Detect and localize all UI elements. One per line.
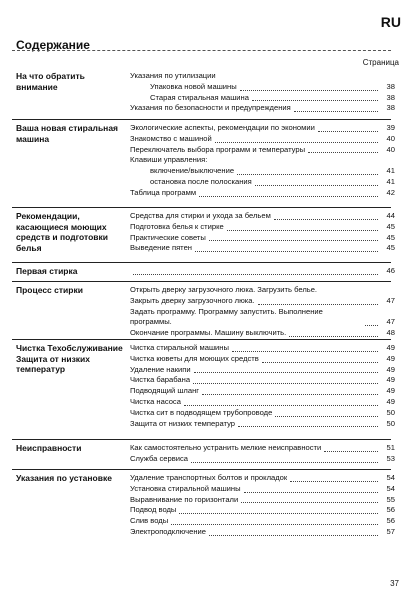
title-divider [12,50,391,51]
leader-dots [238,426,378,427]
toc-entry[interactable] [130,103,395,114]
leader-dots [209,535,378,536]
toc-entry[interactable] [130,243,395,254]
entry-text: Электроподключение [130,526,206,536]
entry-text: Закрыть дверку загрузочного люка. [130,295,255,305]
toc-entry[interactable] [130,177,395,188]
leader-dots [202,394,378,395]
entry-page: 39 [386,123,395,132]
entry-text: Выведение пятен [130,243,192,253]
leader-dots [252,100,378,101]
entry-page: 50 [386,407,395,417]
entry-page: 46 [386,266,395,275]
section-divider [12,281,391,282]
toc-entry[interactable] [130,134,395,145]
page-title: Содержание [16,38,90,52]
toc-entry[interactable] [130,211,395,222]
entry-text: Знакомство с машиной [130,133,212,143]
toc-entry[interactable] [130,397,395,408]
leader-dots [191,462,378,463]
entry-page: 54 [386,483,395,493]
entry-text: Таблица программ [130,187,197,197]
leader-dots [227,230,378,231]
toc-entry[interactable] [130,419,395,430]
entry-text: Средства для стирки и ухода за бельем [130,211,271,220]
leader-dots [195,251,378,252]
entry-page: 56 [386,505,395,515]
toc-entry[interactable] [130,188,395,199]
entry-text: Окончание программы. Машину выключить. [130,328,287,338]
entry-text: Практические советы [130,232,206,242]
toc-entry[interactable] [130,484,395,495]
leader-dots [179,513,378,514]
toc-entry[interactable] [130,473,395,484]
leader-dots [237,174,378,175]
leader-dots [209,240,378,241]
leader-dots [324,451,378,452]
leader-dots [232,351,378,352]
section-divider [12,119,391,120]
toc-entry[interactable] [130,495,395,506]
toc-entry[interactable] [130,307,395,329]
section-title: Первая стирка [16,266,78,276]
entry-page: 47 [386,317,395,327]
entry-text: Выравнивание по горизонтали [130,494,239,504]
entry-text: Задать программу. Программу запустить. Выполнение программы. [130,306,323,327]
entry-page: 49 [386,396,395,406]
section-title: Чистка Техобслуживание Защита от низких температур [16,343,123,374]
entry-text: Экологические аспекты, рекомендации по экономии [130,123,315,132]
entry-page: 45 [386,221,395,231]
leader-dots [274,219,378,220]
entry-page: 38 [386,81,395,91]
entry-page: 50 [386,418,395,428]
toc-entry[interactable] [130,93,395,104]
entry-page: 45 [386,243,395,253]
toc-entry[interactable] [130,266,395,277]
leader-dots [241,502,378,503]
entry-page: 54 [386,473,395,482]
section-divider [12,262,391,263]
toc-entry[interactable] [130,328,395,339]
section-divider [12,439,391,440]
entry-page: 49 [386,375,395,385]
entry-text: Подвод воды [130,505,177,515]
toc-entry[interactable] [130,285,395,296]
entry-page: 49 [386,343,395,352]
entry-text: Удаление транспортных болтов и прокладок [130,473,288,482]
toc-entry[interactable] [130,296,395,307]
entry-page: 47 [386,295,395,305]
toc-entry[interactable] [130,443,395,454]
toc-entry[interactable] [130,155,395,166]
entry-page: 41 [386,166,395,176]
leader-dots [215,142,378,143]
leader-dots [262,362,378,363]
entry-page: 38 [386,103,395,113]
toc-entry[interactable] [130,454,395,465]
language-code: RU [380,14,401,30]
leader-dots [240,90,378,91]
leader-dots [290,481,378,482]
section-title: Неисправности [16,443,82,453]
toc-entry[interactable] [130,527,395,538]
section-title: Ваша новая стиральная машина [16,123,119,144]
leader-dots [194,372,378,373]
toc-entry[interactable] [130,145,395,156]
leader-dots [184,405,378,406]
entry-page: 38 [386,92,395,102]
leader-dots [171,524,378,525]
section-title: Рекомендации, касающиеся моющих средств и подготовки белья [16,211,108,253]
entry-text: Чистка барабана [130,375,191,385]
toc-entry[interactable] [130,166,395,177]
toc-entry[interactable] [130,222,395,233]
entry-text: Установка стиральной машины [130,483,241,493]
section-title: Процесс стирки [16,285,83,295]
section-divider [12,207,391,208]
entry-text: Подготовка белья к стирке [130,221,224,231]
entry-page: 42 [386,187,395,197]
entry-text: Чистка стиральной машины [130,343,229,352]
toc-entry[interactable] [130,71,395,82]
section-divider [12,339,391,340]
entry-page: 55 [386,494,395,504]
entry-text: Указания по утилизации [130,71,216,80]
toc-entry[interactable] [130,375,395,386]
entry-text: включение/выключение [150,166,235,176]
toc-entry[interactable] [130,233,395,244]
entry-text: Как самостоятельно устранить мелкие неисправности [130,443,322,452]
toc-entry[interactable] [130,82,395,93]
toc-entry[interactable] [130,408,395,419]
entry-page: 51 [386,443,395,452]
leader-dots [308,152,378,153]
leader-dots [193,383,378,384]
entry-text: остановка после полоскания [150,176,252,186]
leader-dots [318,131,378,132]
entry-page: 41 [386,176,395,186]
page-number: 37 [390,579,399,588]
entry-text: Удаление накипи [130,364,191,374]
entry-text: Клавиши управления: [130,155,208,165]
section-title: Указания по установке [16,473,112,483]
toc-entry[interactable] [130,505,395,516]
toc-entry[interactable] [130,343,395,354]
section-title: На что обратить внимание [16,71,85,92]
leader-dots [365,325,378,326]
leader-dots [289,336,378,337]
entry-page: 45 [386,232,395,242]
toc-entry[interactable] [130,123,395,134]
entry-page: 48 [386,328,395,338]
entry-page: 49 [386,364,395,374]
toc-entry[interactable] [130,516,395,527]
entry-page: 49 [386,386,395,396]
entry-text: Слив воды [130,516,169,526]
entry-text: Чистка сит в подводящем трубопроводе [130,407,273,417]
entry-page: 56 [386,516,395,526]
entry-page: 40 [386,133,395,143]
entry-page: 49 [386,353,395,363]
leader-dots [294,111,378,112]
leader-dots [244,492,378,493]
leader-dots [133,274,378,275]
entry-text: Открыть дверку загрузочного люка. Загрузить белье. [130,285,318,294]
leader-dots [255,185,378,186]
toc-entry[interactable] [130,365,395,376]
entry-text: Подводящий шланг [130,386,200,396]
section-divider [12,469,391,470]
page-column-header: Страница [362,58,399,67]
entry-text: Защита от низких температур [130,418,236,428]
entry-text: Переключатель выбора программ и температуры [130,144,306,154]
entry-page: 40 [386,144,395,154]
entry-text: Чистка насоса [130,396,181,406]
leader-dots [275,416,378,417]
leader-dots [199,196,378,197]
entry-text: Чистка кюветы для моющих средств [130,353,259,363]
toc-entry[interactable] [130,386,395,397]
entry-text: Старая стиральная машина [150,92,249,102]
entry-page: 57 [386,526,395,536]
entry-text: Упаковка новой машины [150,81,237,91]
entry-page: 53 [386,453,395,463]
entry-text: Служба сервиса [130,453,189,463]
toc-entry[interactable] [130,354,395,365]
entry-page: 44 [386,211,395,220]
entry-text: Указания по безопасности и предупреждения [130,103,291,113]
leader-dots [258,304,378,305]
